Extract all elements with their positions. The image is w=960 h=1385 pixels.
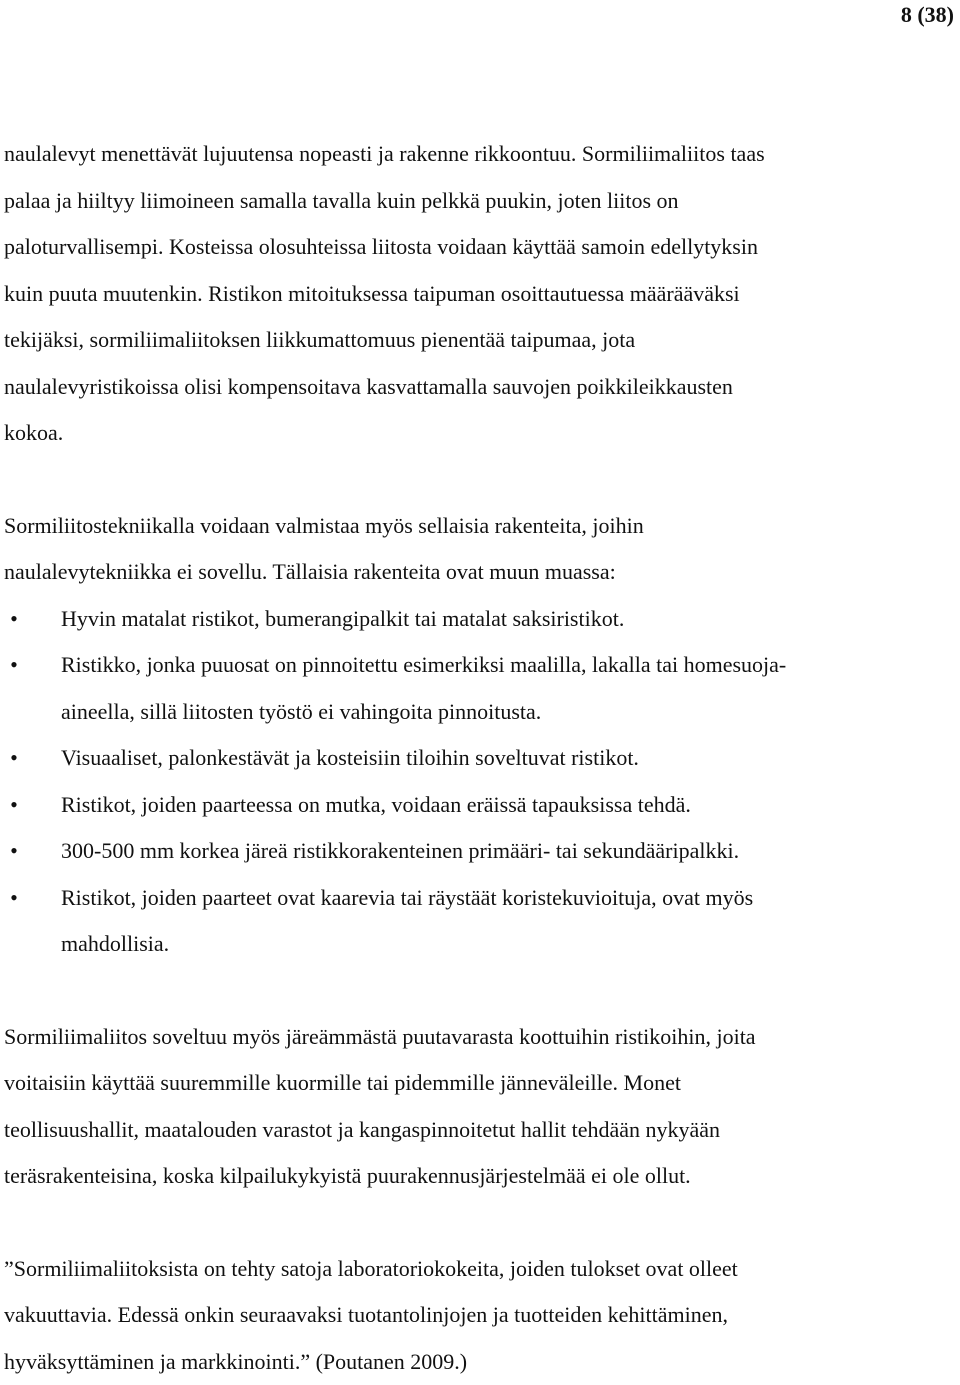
paragraph-fire-safety	[4, 131, 954, 457]
bullet-icon: •	[4, 782, 24, 829]
list-item-text: aineella, sillä liitosten työstö ei vahingoita pinnoitusta.	[61, 699, 541, 724]
text-line: ”Sormiliimaliitoksista on tehty satoja laboratoriokokeita, joiden tulokset ovat olleet	[4, 1246, 954, 1293]
paragraph-spacer	[4, 1200, 954, 1246]
quote-paragraph	[4, 1246, 954, 1385]
list-item	[4, 782, 954, 829]
paragraph-heavy-timber-trusses	[4, 1014, 954, 1200]
text-line: palaa ja hiiltyy liimoineen samalla tavalla kuin pelkkä puukin, joten liitos on	[4, 178, 954, 225]
text-line: voitaisiin käyttää suuremmille kuormille tai pidemmille jänneväleille. Monet	[4, 1060, 954, 1107]
paragraph-spacer	[4, 968, 954, 1014]
list-item	[4, 875, 954, 968]
bullet-icon: •	[4, 875, 24, 922]
list-item-text: Ristikot, joiden paarteet ovat kaarevia tai räystäät koristekuvioituja, ovat myös	[61, 885, 753, 910]
text-line: kokoa.	[4, 410, 954, 457]
list-item-text: mahdollisia.	[61, 931, 169, 956]
text-line: Sormiliitostekniikalla voidaan valmistaa myös sellaisia rakenteita, joihin	[4, 503, 954, 550]
text-line: tekijäksi, sormiliimaliitoksen liikkumattomuus pienentää taipumaa, jota	[4, 317, 954, 364]
bullet-list	[4, 596, 954, 968]
list-item	[4, 735, 954, 782]
list-item-text: Ristikko, jonka puuosat on pinnoitettu esimerkiksi maalilla, lakalla tai homesuoja-	[61, 652, 786, 677]
document-body	[4, 131, 954, 1385]
page-number: 8 (38)	[901, 2, 954, 28]
bullet-icon: •	[4, 642, 24, 689]
list-item-text: Visuaaliset, palonkestävät ja kosteisiin tiloihin soveltuvat ristikot.	[61, 745, 639, 770]
bullet-icon: •	[4, 828, 24, 875]
bullet-icon: •	[4, 596, 24, 643]
text-line: naulalevytekniikka ei sovellu. Tällaisia rakenteita ovat muun muassa:	[4, 549, 954, 596]
paragraph-finger-joint-structures	[4, 503, 954, 596]
list-item	[4, 828, 954, 875]
paragraph-spacer	[4, 457, 954, 503]
text-line: teollisuushallit, maatalouden varastot ja kangaspinnoitetut hallit tehdään nykyään	[4, 1107, 954, 1154]
text-line: vakuuttavia. Edessä onkin seuraavaksi tuotantolinjojen ja tuotteiden kehittäminen,	[4, 1292, 954, 1339]
text-line: hyväksyttäminen ja markkinointi.” (Poutanen 2009.)	[4, 1339, 954, 1385]
list-item-text: 300-500 mm korkea järeä ristikkorakenteinen primääri- tai sekundääripalkki.	[61, 838, 739, 863]
text-line: naulalevyt menettävät lujuutensa nopeasti ja rakenne rikkoontuu. Sormiliimaliitos taas	[4, 131, 954, 178]
text-line: kuin puuta muutenkin. Ristikon mitoituksessa taipuman osoittautuessa määrääväksi	[4, 271, 954, 318]
text-line: paloturvallisempi. Kosteissa olosuhteissa liitosta voidaan käyttää samoin edellytyksin	[4, 224, 954, 271]
text-line: naulalevyristikoissa olisi kompensoitava kasvattamalla sauvojen poikkileikkausten	[4, 364, 954, 411]
list-item-text: Ristikot, joiden paarteessa on mutka, voidaan eräissä tapauksissa tehdä.	[61, 792, 691, 817]
bullet-icon: •	[4, 735, 24, 782]
list-item	[4, 642, 954, 735]
list-item	[4, 596, 954, 643]
text-line: Sormiliimaliitos soveltuu myös järeämmästä puutavarasta koottuihin ristikoihin, joita	[4, 1014, 954, 1061]
text-line: teräsrakenteisina, koska kilpailukykyistä puurakennusjärjestelmää ei ole ollut.	[4, 1153, 954, 1200]
list-item-text: Hyvin matalat ristikot, bumerangipalkit tai matalat saksiristikot.	[61, 606, 624, 631]
